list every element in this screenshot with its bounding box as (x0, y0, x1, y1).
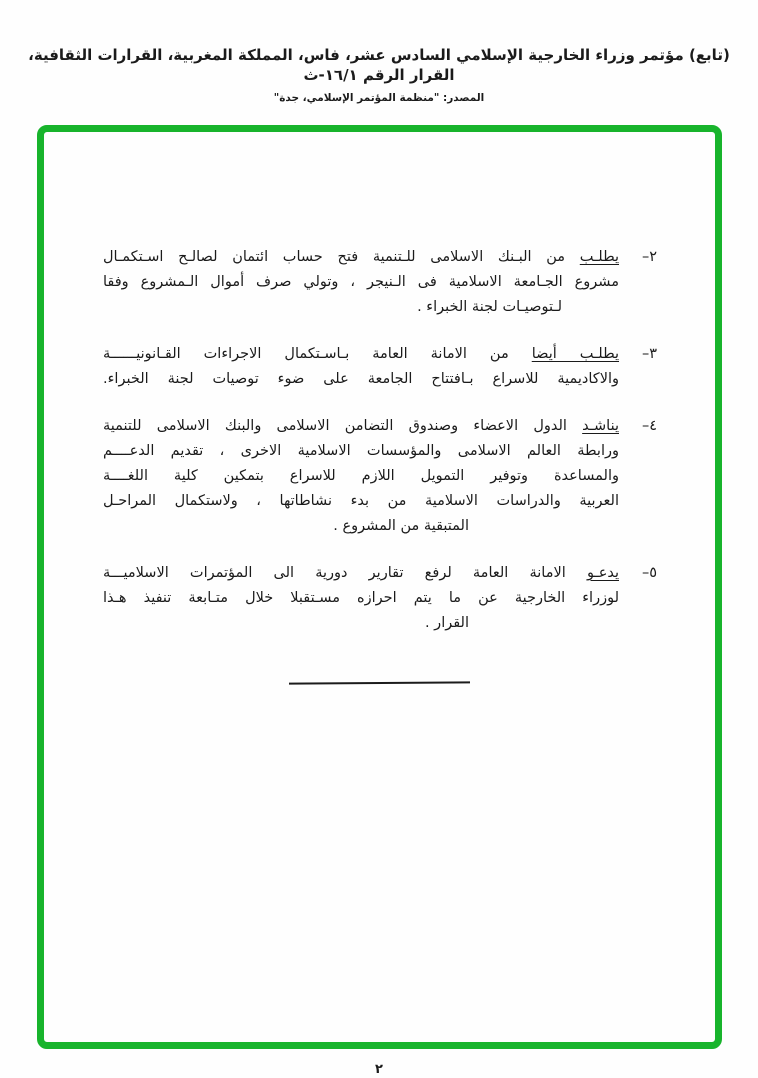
paragraph-line: يطلـب من البـنك الاسلامى للـتنمية فتح حساب ائتمان لصالـح اسـتكمـال (103, 249, 619, 265)
paragraph-line: المتبقية من المشروع . (333, 518, 469, 534)
resolution-item (103, 245, 657, 320)
item-number: ٥– (641, 565, 657, 581)
paragraph-line: القرار . (424, 615, 469, 631)
item-paragraph (103, 414, 619, 539)
item-paragraph (103, 245, 619, 320)
section-divider-rule (289, 681, 470, 684)
document-title: (تابع) مؤتمر وزراء الخارجية الإسلامي السادس عشر، فاس، المملكة المغربية، القرارات الثقافية، القرار الرقم ١٦/١-ث (28, 46, 730, 84)
paragraph-line: العربية والدراسات الاسلامية من بدء نشاطاتها ، ولاستكمال المراحـل (103, 493, 619, 509)
resolution-item (103, 561, 657, 636)
underlined-lead-word: يطلـب (579, 249, 619, 265)
item-paragraph (103, 561, 619, 636)
document-source-line: المصدر: "منظمة المؤتمر الإسلامي، جدة" (273, 92, 485, 104)
paragraph-line: ورابطة العالم الاسلامى والمؤسسات الاسلامية الاخرى ، تقديم الدعــــم (103, 443, 619, 459)
underlined-lead-word: يطلـب أيضا (531, 346, 620, 362)
paragraph-line: لـتوصيـات لجنة الخبراء . (417, 299, 562, 315)
item-number: ٢– (641, 249, 657, 265)
item-paragraph (103, 342, 619, 392)
item-number: ٤– (641, 418, 657, 434)
paragraph-line: والمساعدة وتوفير التمويل اللازم للاسراع بتمكين كلية اللغــــة (103, 468, 619, 484)
paragraph-line: يناشـد الدول الاعضاء وصندوق التضامن الاسلامى والبنك الاسلامى للتنمية (103, 418, 619, 434)
paragraph-line: والاكاديمية للاسراع بـافتتاح الجامعة على ضوء توصيات لجنة الخبراء. (103, 371, 619, 387)
document-header (0, 0, 758, 104)
item-number: ٣– (641, 346, 657, 362)
underlined-lead-word: يدعـو (586, 565, 619, 581)
resolution-item (103, 342, 657, 392)
paragraph-line: لوزراء الخارجية عن ما يتم احرازه مسـتقبلا خلال متـابعة تنفيذ هـذا (103, 590, 619, 606)
paragraph-line: يطلـب أيضا من الامانة العامة بـاسـتكمال الاجراءات القـانونيــــــة (103, 346, 620, 362)
paragraph-line: مشروع الجـامعة الاسلامية فى الـنيجر ، وتولي صرف أموال الـمشروع وفقا (103, 274, 619, 290)
resolution-item (103, 414, 657, 539)
underlined-lead-word: يناشـد (582, 418, 619, 434)
document-frame (37, 125, 722, 1049)
resolution-items (44, 132, 715, 636)
paragraph-line: يدعـو الامانة العامة لرفع تقارير دورية الى المؤتمرات الاسلاميـــة (103, 565, 619, 581)
page-number: ٢ (375, 1062, 383, 1077)
